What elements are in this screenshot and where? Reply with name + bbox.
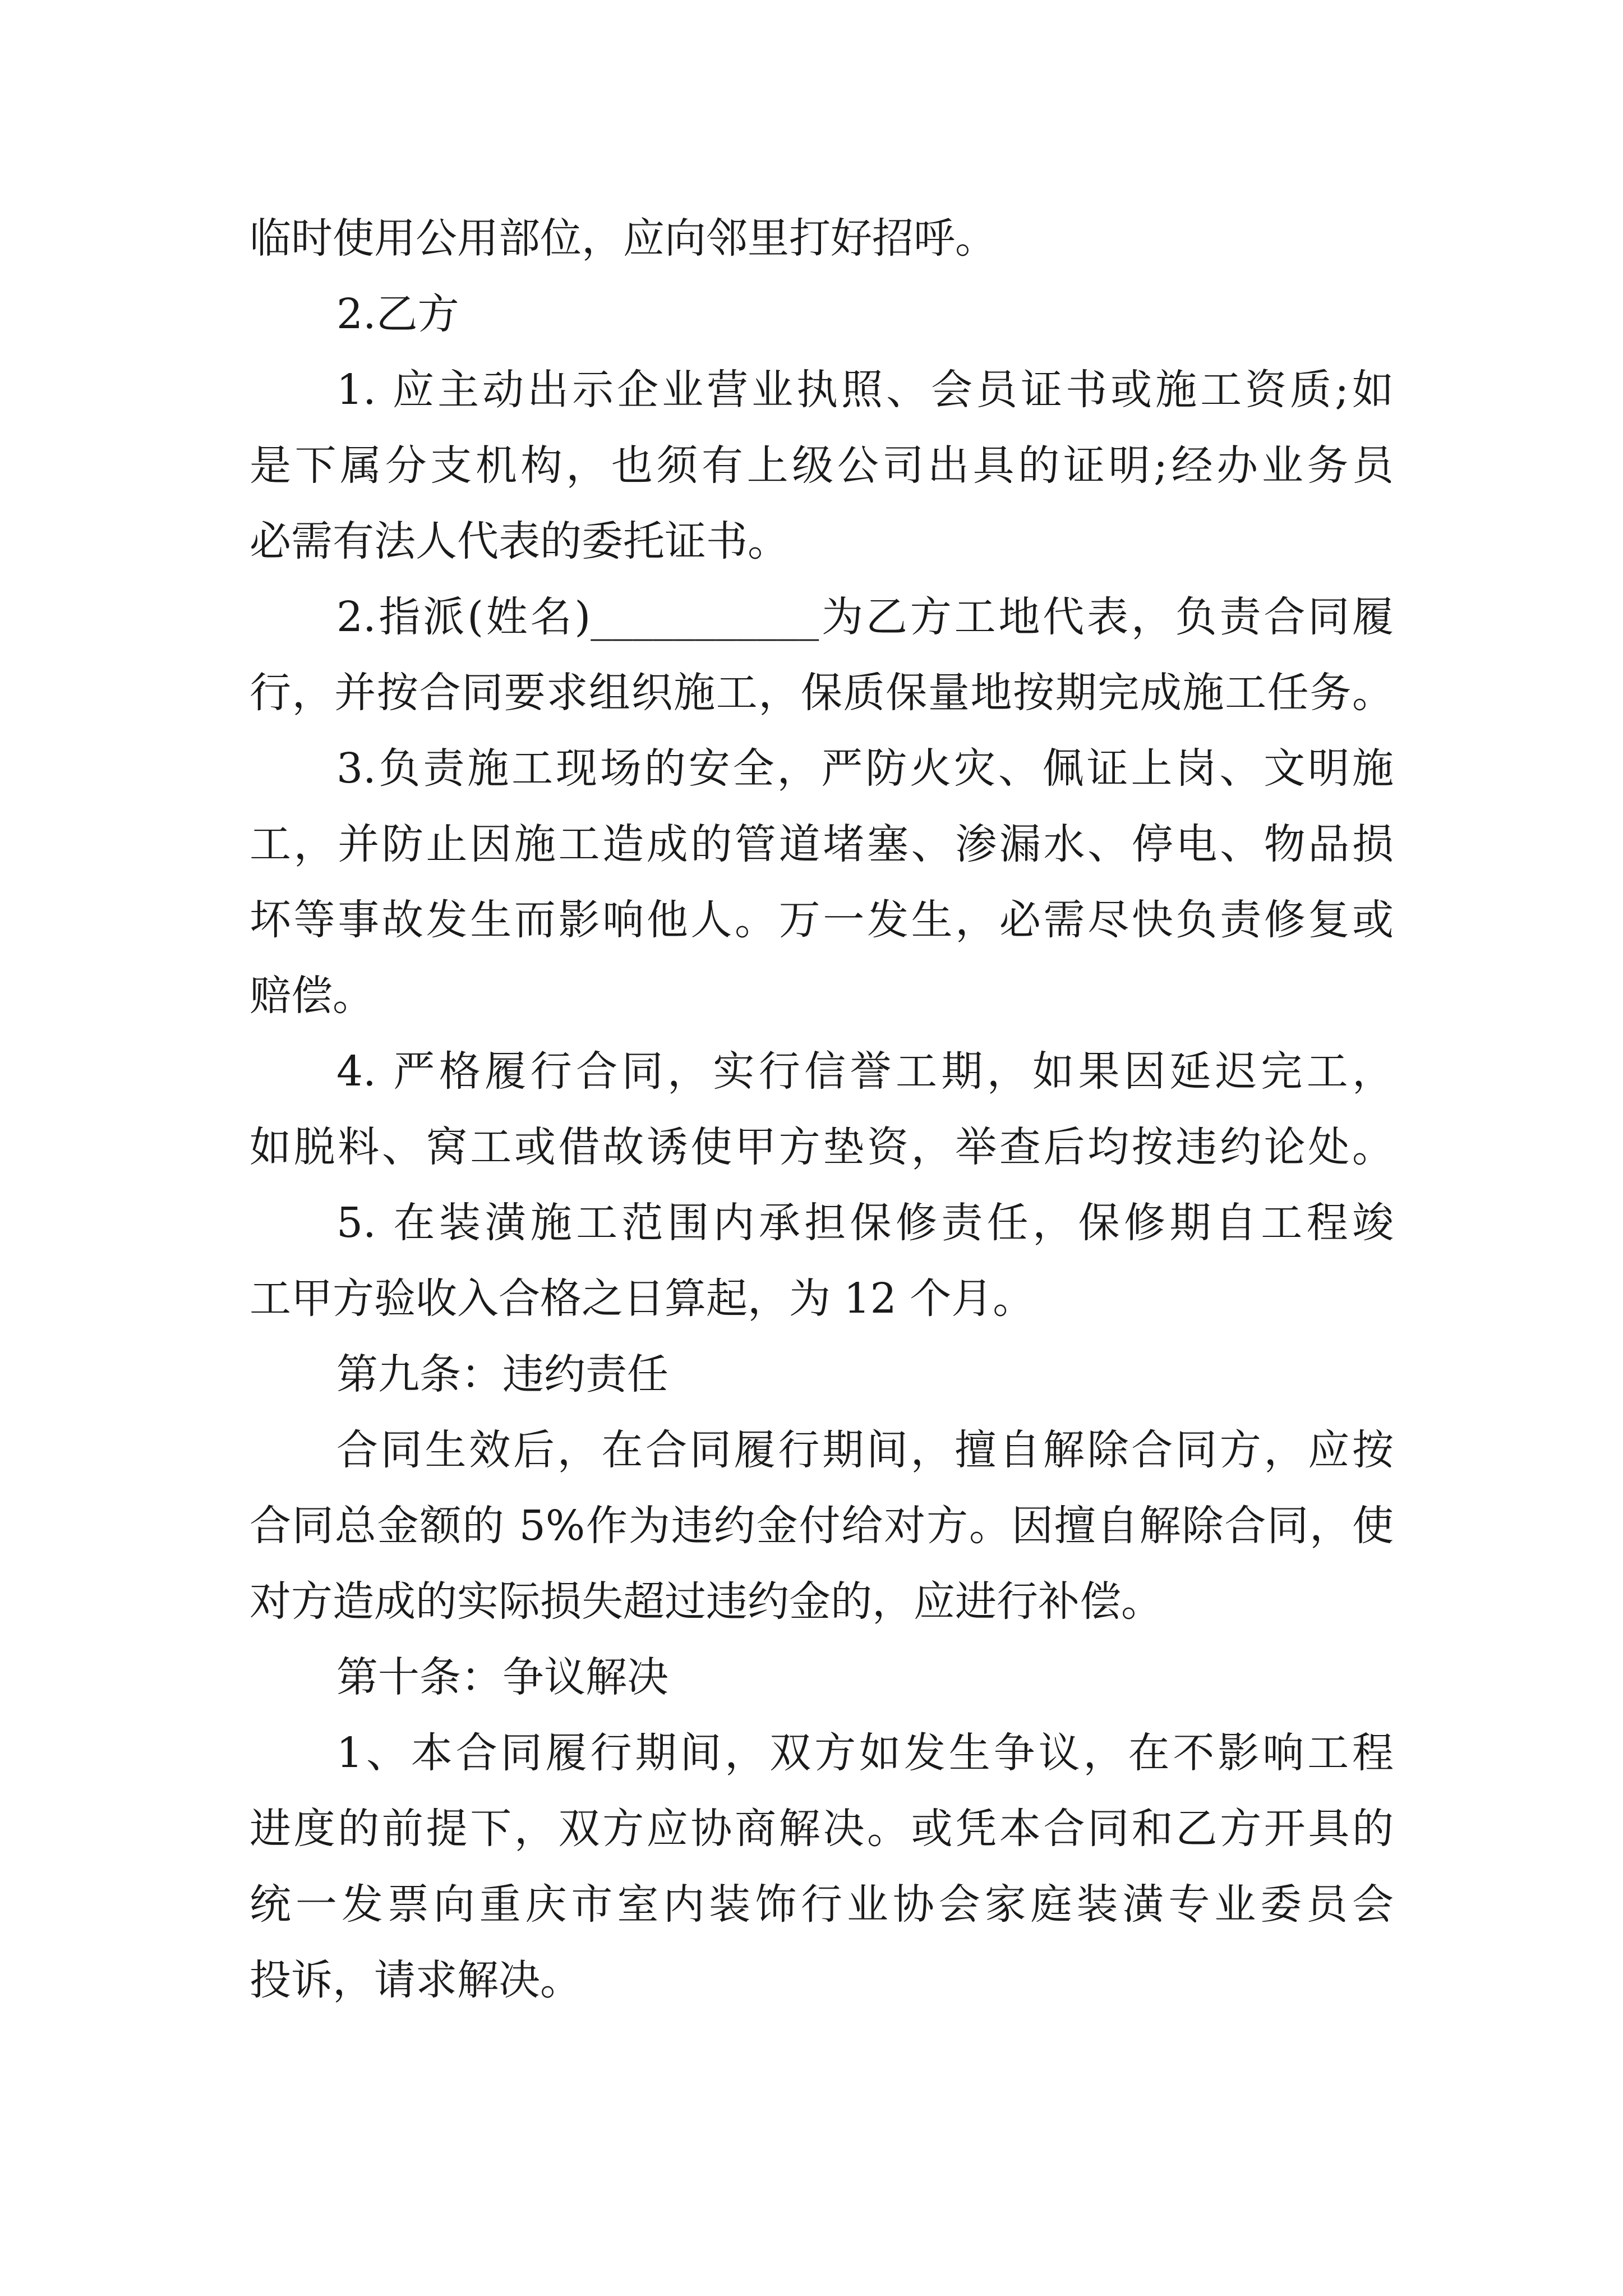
text-line: 投诉，请求解决。 — [250, 1956, 582, 2004]
text-line: 统一发票向重庆市室内装饰行业协会家庭装潢专业委员会 — [250, 1880, 1394, 1929]
text-line: 如脱料、窝工或借故诱使甲方垫资，举查后均按违约论处。 — [250, 1123, 1394, 1171]
text-line: 4. 严格履行合同，实行信誉工期，如果因延迟完工， — [336, 1047, 1394, 1096]
text-line: 工甲方验收入合格之日算起，为 12 个月。 — [250, 1274, 1035, 1323]
text-line: 坏等事故发生而影响他人。万一发生，必需尽快负责修复或 — [250, 896, 1394, 944]
text-line: 临时使用公用部位，应向邻里打好招呼。 — [250, 214, 997, 263]
text-line: 对方造成的实际损失超过违约金的，应进行补偿。 — [250, 1577, 1163, 1626]
text-line: 是下属分支机构，也须有上级公司出具的证明;经办业务员 — [250, 441, 1394, 490]
text-line: 合同生效后，在合同履行期间，擅自解除合同方，应按 — [336, 1426, 1394, 1474]
text-line: 行，并按合同要求组织施工，保质保量地按期完成施工任务。 — [250, 669, 1394, 717]
text-line: 必需有法人代表的委托证书。 — [250, 517, 789, 565]
text-line: 3.负责施工现场的安全，严防火灾、佩证上岗、文明施 — [336, 744, 1394, 793]
text-line: 赔偿。 — [250, 972, 374, 1020]
article-heading: 第十条：争议解决 — [336, 1653, 668, 1701]
text-line: 合同总金额的 5%作为违约金付给对方。因擅自解除合同，使 — [250, 1502, 1394, 1550]
text-line: 2.指派(姓名)___________为乙方工地代表，负责合同履 — [336, 593, 1394, 641]
text-line: 进度的前提下，双方应协商解决。或凭本合同和乙方开具的 — [250, 1805, 1394, 1853]
section-heading: 2.乙方 — [336, 290, 459, 338]
text-line: 5. 在装潢施工范围内承担保修责任，保修期自工程竣 — [336, 1199, 1394, 1247]
text-line: 1、本合同履行期间，双方如发生争议，在不影响工程 — [336, 1729, 1394, 1777]
article-heading: 第九条：违约责任 — [336, 1350, 668, 1398]
text-line: 工，并防止因施工造成的管道堵塞、渗漏水、停电、物品损 — [250, 820, 1394, 868]
text-line: 1. 应主动出示企业营业执照、会员证书或施工资质;如 — [336, 366, 1394, 414]
